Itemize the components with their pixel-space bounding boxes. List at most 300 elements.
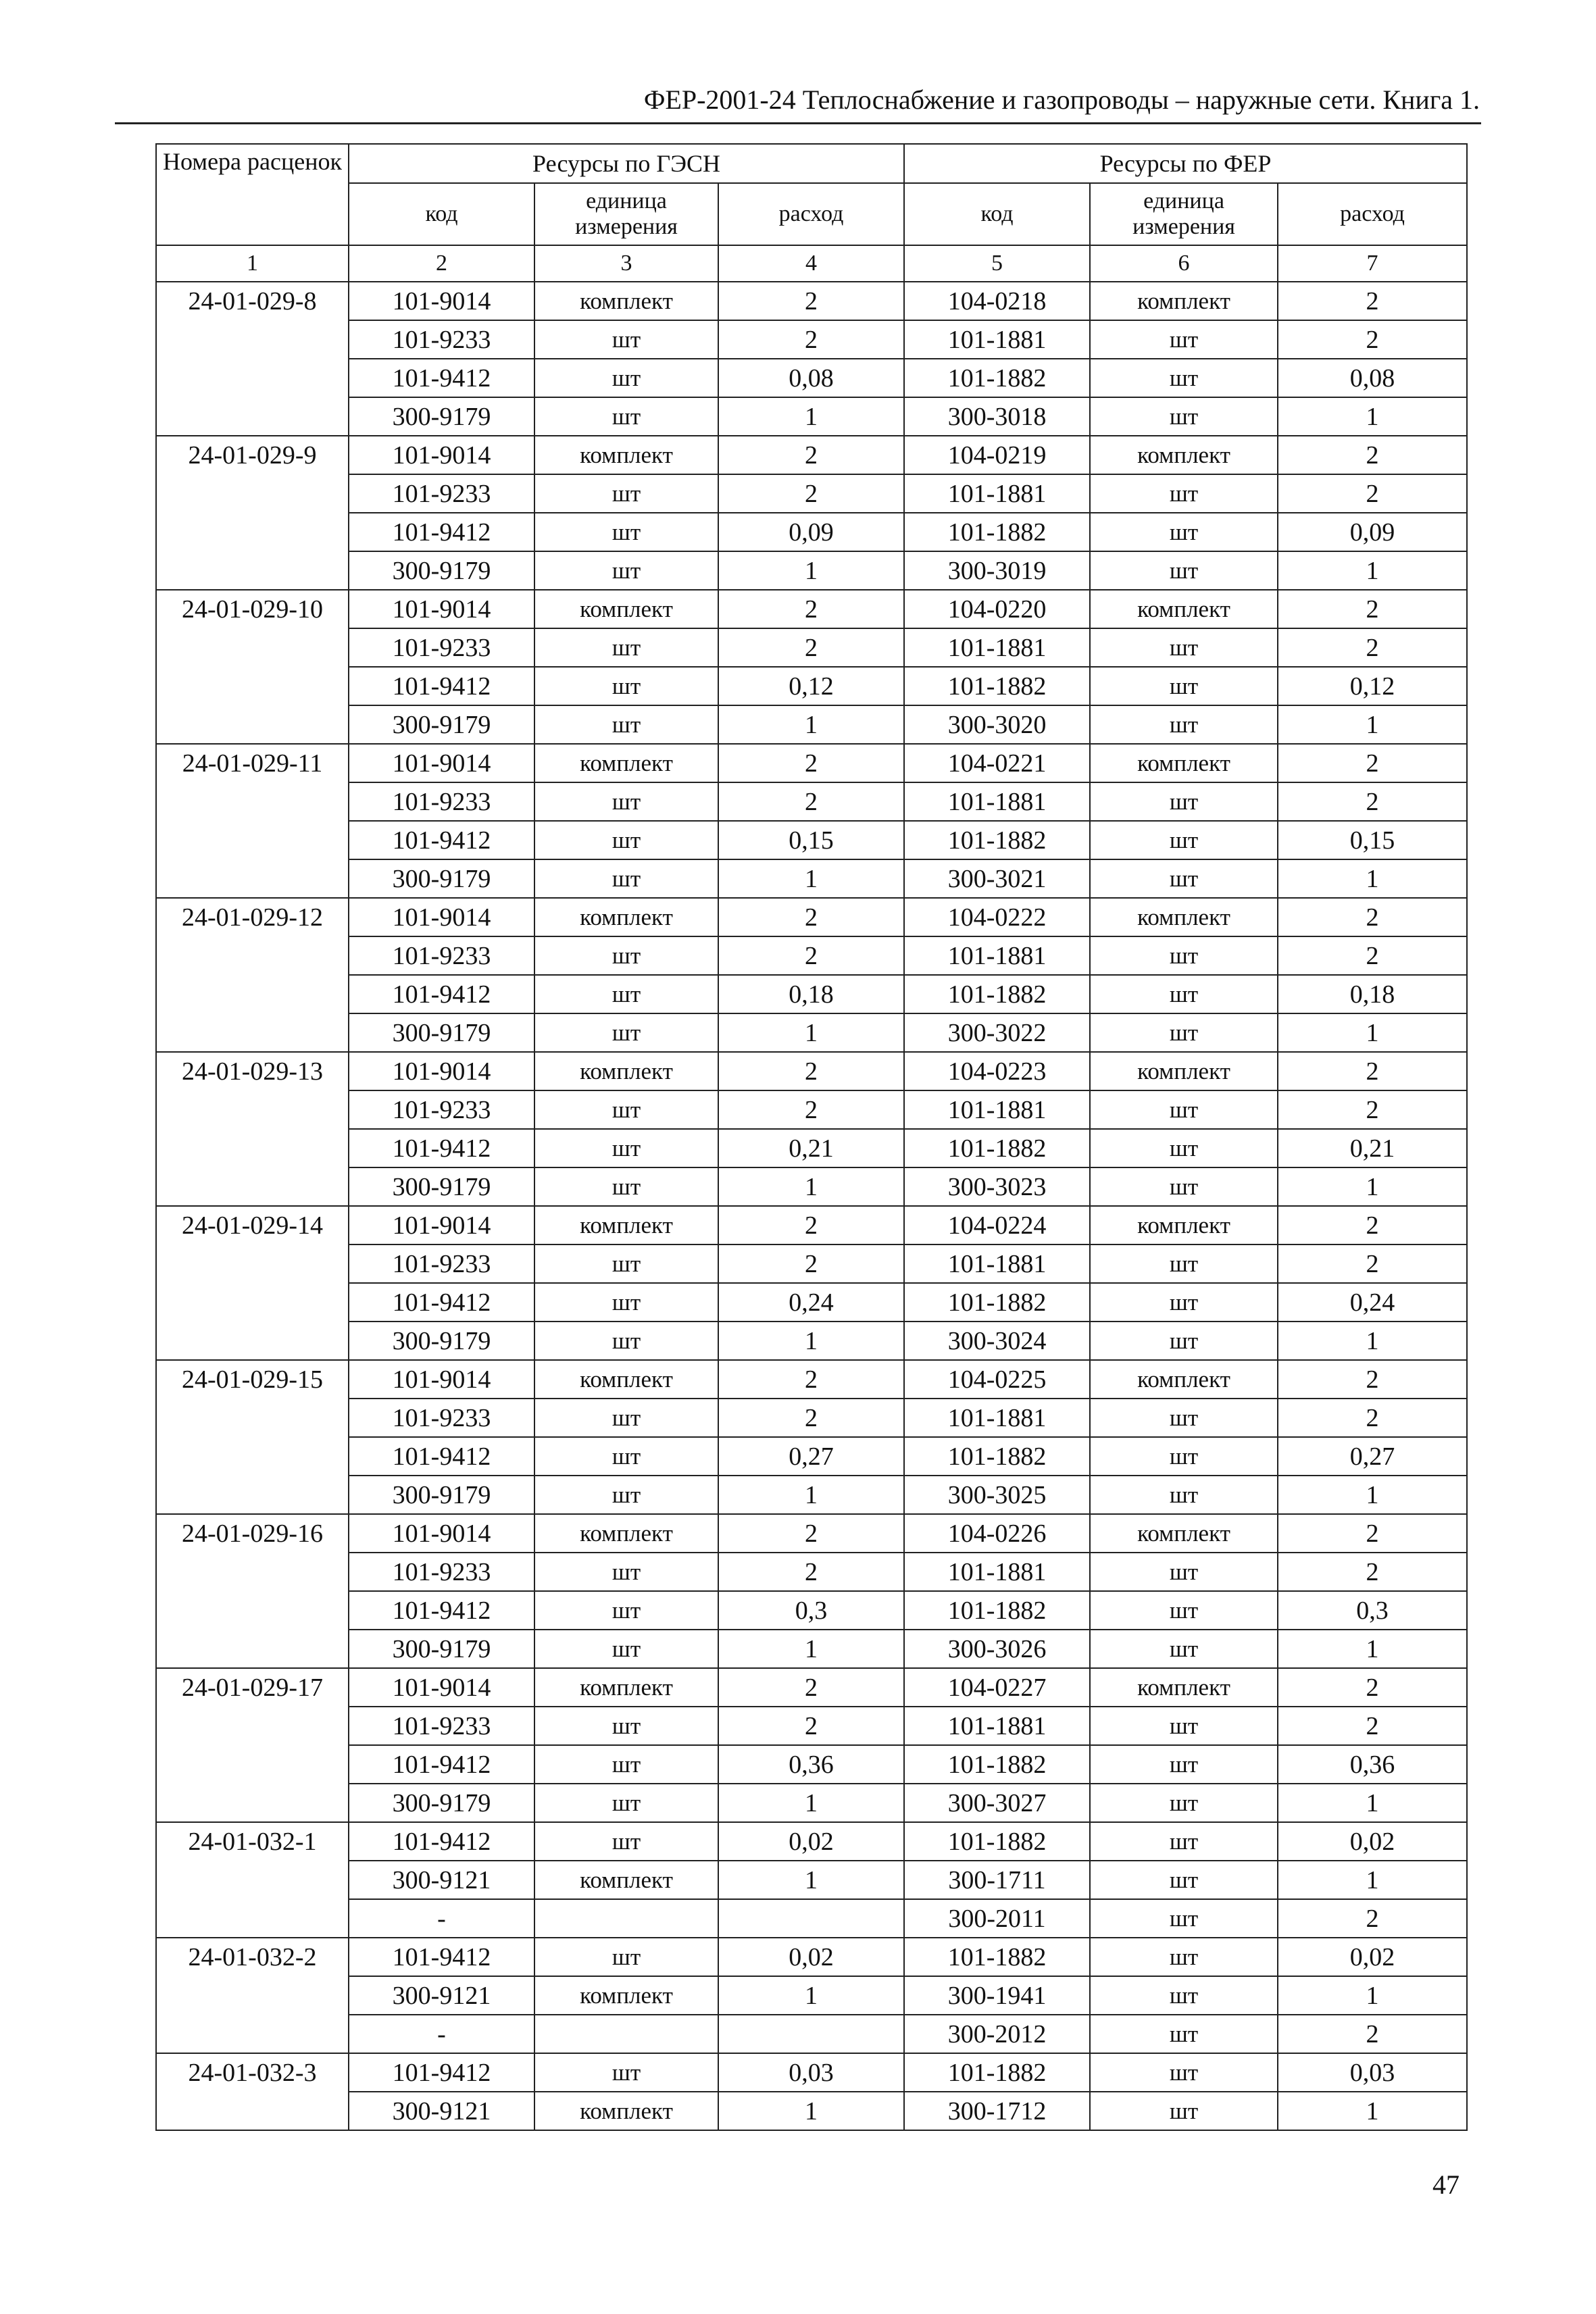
gesn-consumption-cell: 0,21 bbox=[718, 1129, 904, 1167]
rate-number-cell: 24-01-029-15 bbox=[156, 1360, 349, 1514]
gesn-consumption-cell: 0,09 bbox=[718, 513, 904, 551]
gesn-unit-cell: шт bbox=[534, 1322, 718, 1360]
gesn-code-cell: 101-9014 bbox=[349, 1052, 534, 1090]
gesn-unit-cell: шт bbox=[534, 551, 718, 590]
gesn-consumption-cell: 0,03 bbox=[718, 2053, 904, 2092]
gesn-code-cell: 300-9179 bbox=[349, 1476, 534, 1514]
gesn-code-cell: 101-9412 bbox=[349, 359, 534, 397]
fer-consumption-cell: 1 bbox=[1278, 397, 1467, 436]
fer-code-cell: 101-1881 bbox=[904, 1399, 1090, 1437]
gesn-code-cell: 101-9412 bbox=[349, 821, 534, 859]
table-row bbox=[156, 1630, 1467, 1668]
gesn-consumption-cell: 2 bbox=[718, 282, 904, 320]
gesn-code-cell: 101-9412 bbox=[349, 1822, 534, 1861]
gesn-unit-cell: комплект bbox=[534, 590, 718, 628]
fer-code-cell: 101-1881 bbox=[904, 628, 1090, 667]
gesn-unit-cell: шт bbox=[534, 628, 718, 667]
fer-unit-cell: шт bbox=[1090, 1899, 1278, 1938]
fer-consumption-cell: 2 bbox=[1278, 1360, 1467, 1399]
fer-consumption-cell: 1 bbox=[1278, 1167, 1467, 1206]
gesn-unit-cell: шт bbox=[534, 2053, 718, 2092]
fer-unit-cell: шт bbox=[1090, 2092, 1278, 2130]
gesn-unit-cell: комплект bbox=[534, 2092, 718, 2130]
fer-unit-cell: шт bbox=[1090, 1322, 1278, 1360]
fer-code-cell: 104-0226 bbox=[904, 1514, 1090, 1553]
gesn-code-cell: 101-9412 bbox=[349, 513, 534, 551]
rate-number-cell: 24-01-029-14 bbox=[156, 1206, 349, 1360]
table-row bbox=[156, 1668, 1467, 1707]
gesn-consumption-cell: 2 bbox=[718, 1206, 904, 1244]
gesn-code-cell: 101-9233 bbox=[349, 320, 534, 359]
fer-unit-cell: шт bbox=[1090, 2053, 1278, 2092]
gesn-consumption-cell: 0,18 bbox=[718, 975, 904, 1013]
gesn-consumption-cell: 0,02 bbox=[718, 1822, 904, 1861]
fer-consumption-cell: 0,08 bbox=[1278, 359, 1467, 397]
table-row bbox=[156, 1822, 1467, 1861]
fer-unit-cell: шт bbox=[1090, 1283, 1278, 1322]
gesn-unit-cell: комплект bbox=[534, 898, 718, 936]
gesn-code-cell: 101-9014 bbox=[349, 1514, 534, 1553]
gesn-code-cell: 101-9412 bbox=[349, 1437, 534, 1476]
fer-consumption-cell: 0,03 bbox=[1278, 2053, 1467, 2092]
rate-number-cell: 24-01-029-9 bbox=[156, 436, 349, 590]
gesn-unit-cell: комплект bbox=[534, 1861, 718, 1899]
fer-code-cell: 101-1882 bbox=[904, 1822, 1090, 1861]
fer-unit-cell: комплект bbox=[1090, 1052, 1278, 1090]
fer-unit-cell: шт bbox=[1090, 1437, 1278, 1476]
rate-number-cell: 24-01-029-17 bbox=[156, 1668, 349, 1822]
gesn-unit-cell: шт bbox=[534, 1745, 718, 1784]
gesn-consumption-cell: 2 bbox=[718, 436, 904, 474]
table-row bbox=[156, 1899, 1467, 1938]
gesn-code-cell: 101-9412 bbox=[349, 1745, 534, 1784]
gesn-unit-cell: шт bbox=[534, 359, 718, 397]
gesn-code-cell: 101-9014 bbox=[349, 436, 534, 474]
fer-consumption-cell: 1 bbox=[1278, 859, 1467, 898]
table-row bbox=[156, 1360, 1467, 1399]
fer-unit-cell: комплект bbox=[1090, 1360, 1278, 1399]
gesn-consumption-cell: 2 bbox=[718, 1399, 904, 1437]
gesn-code-cell: 101-9014 bbox=[349, 1206, 534, 1244]
gesn-consumption-cell: 1 bbox=[718, 1322, 904, 1360]
fer-consumption-cell: 2 bbox=[1278, 1052, 1467, 1090]
fer-unit-cell: шт bbox=[1090, 1090, 1278, 1129]
rate-number-cell: 24-01-032-1 bbox=[156, 1822, 349, 1938]
gesn-code-cell: 101-9412 bbox=[349, 667, 534, 705]
rate-number-cell: 24-01-029-12 bbox=[156, 898, 349, 1052]
gesn-unit-cell bbox=[534, 2015, 718, 2053]
gesn-consumption-cell: 2 bbox=[718, 1553, 904, 1591]
fer-consumption-cell: 2 bbox=[1278, 1899, 1467, 1938]
table-row bbox=[156, 1707, 1467, 1745]
fer-consumption-cell: 2 bbox=[1278, 744, 1467, 782]
gesn-code-cell: 101-9233 bbox=[349, 1553, 534, 1591]
table-row bbox=[156, 2015, 1467, 2053]
gesn-unit-cell: шт bbox=[534, 1553, 718, 1591]
fer-unit-cell: шт bbox=[1090, 1630, 1278, 1668]
rate-number-cell: 24-01-029-11 bbox=[156, 744, 349, 898]
fer-code-cell: 104-0221 bbox=[904, 744, 1090, 782]
gesn-unit-cell: шт bbox=[534, 1167, 718, 1206]
fer-code-cell: 101-1881 bbox=[904, 474, 1090, 513]
column-number: 2 bbox=[349, 245, 534, 282]
header-gesn-code: код bbox=[349, 183, 534, 245]
fer-consumption-cell: 2 bbox=[1278, 1514, 1467, 1553]
fer-unit-cell: шт bbox=[1090, 1476, 1278, 1514]
column-number: 1 bbox=[156, 245, 349, 282]
fer-unit-cell: шт bbox=[1090, 1244, 1278, 1283]
table-body bbox=[156, 282, 1467, 2130]
gesn-unit-cell: шт bbox=[534, 513, 718, 551]
gesn-code-cell: 300-9179 bbox=[349, 397, 534, 436]
fer-code-cell: 300-3027 bbox=[904, 1784, 1090, 1822]
gesn-code-cell: 101-9412 bbox=[349, 1938, 534, 1976]
table-row bbox=[156, 1206, 1467, 1244]
fer-code-cell: 300-3024 bbox=[904, 1322, 1090, 1360]
table-row bbox=[156, 397, 1467, 436]
fer-consumption-cell: 2 bbox=[1278, 2015, 1467, 2053]
fer-code-cell: 101-1882 bbox=[904, 667, 1090, 705]
gesn-consumption-cell: 2 bbox=[718, 590, 904, 628]
gesn-unit-cell: комплект bbox=[534, 1668, 718, 1707]
gesn-code-cell: 300-9179 bbox=[349, 859, 534, 898]
table-row bbox=[156, 359, 1467, 397]
gesn-unit-cell: шт bbox=[534, 1244, 718, 1283]
table-row bbox=[156, 1553, 1467, 1591]
fer-unit-cell: шт bbox=[1090, 1976, 1278, 2015]
fer-unit-cell: комплект bbox=[1090, 436, 1278, 474]
fer-consumption-cell: 0,3 bbox=[1278, 1591, 1467, 1630]
gesn-unit-cell: комплект bbox=[534, 744, 718, 782]
gesn-consumption-cell: 2 bbox=[718, 1668, 904, 1707]
gesn-unit-cell: шт bbox=[534, 1938, 718, 1976]
header-fer-code: код bbox=[904, 183, 1090, 245]
fer-consumption-cell: 2 bbox=[1278, 936, 1467, 975]
table-row bbox=[156, 859, 1467, 898]
fer-consumption-cell: 0,21 bbox=[1278, 1129, 1467, 1167]
gesn-code-cell: 101-9233 bbox=[349, 1707, 534, 1745]
gesn-consumption-cell: 0,3 bbox=[718, 1591, 904, 1630]
gesn-unit-cell: комплект bbox=[534, 1206, 718, 1244]
table-row bbox=[156, 1013, 1467, 1052]
gesn-unit-cell: шт bbox=[534, 1283, 718, 1322]
fer-unit-cell: шт bbox=[1090, 1013, 1278, 1052]
gesn-unit-cell bbox=[534, 1899, 718, 1938]
fer-consumption-cell: 0,15 bbox=[1278, 821, 1467, 859]
rate-number-cell: 24-01-032-3 bbox=[156, 2053, 349, 2130]
table-row bbox=[156, 590, 1467, 628]
fer-code-cell: 101-1881 bbox=[904, 782, 1090, 821]
table-row bbox=[156, 1399, 1467, 1437]
gesn-consumption-cell: 0,12 bbox=[718, 667, 904, 705]
fer-unit-cell: шт bbox=[1090, 1822, 1278, 1861]
table-row bbox=[156, 1052, 1467, 1090]
gesn-consumption-cell: 1 bbox=[718, 1476, 904, 1514]
fer-consumption-cell: 2 bbox=[1278, 1668, 1467, 1707]
gesn-code-cell: 300-9121 bbox=[349, 1861, 534, 1899]
table-row bbox=[156, 821, 1467, 859]
fer-code-cell: 300-1712 bbox=[904, 2092, 1090, 2130]
fer-unit-cell: шт bbox=[1090, 1745, 1278, 1784]
table-row bbox=[156, 1938, 1467, 1976]
table-row bbox=[156, 1244, 1467, 1283]
gesn-consumption-cell bbox=[718, 2015, 904, 2053]
fer-code-cell: 300-3022 bbox=[904, 1013, 1090, 1052]
gesn-code-cell: 101-9233 bbox=[349, 1090, 534, 1129]
fer-unit-cell: шт bbox=[1090, 1553, 1278, 1591]
table-row bbox=[156, 1591, 1467, 1630]
fer-consumption-cell: 0,36 bbox=[1278, 1745, 1467, 1784]
fer-code-cell: 101-1881 bbox=[904, 1244, 1090, 1283]
table-row bbox=[156, 898, 1467, 936]
fer-consumption-cell: 0,18 bbox=[1278, 975, 1467, 1013]
gesn-consumption-cell: 2 bbox=[718, 744, 904, 782]
fer-code-cell: 300-3023 bbox=[904, 1167, 1090, 1206]
fer-code-cell: 300-3020 bbox=[904, 705, 1090, 744]
gesn-consumption-cell: 1 bbox=[718, 2092, 904, 2130]
gesn-code-cell: 300-9179 bbox=[349, 1322, 534, 1360]
gesn-consumption-cell: 2 bbox=[718, 320, 904, 359]
fer-code-cell: 300-3018 bbox=[904, 397, 1090, 436]
table-row bbox=[156, 1437, 1467, 1476]
table-row bbox=[156, 436, 1467, 474]
gesn-consumption-cell: 1 bbox=[718, 397, 904, 436]
page-number: 47 bbox=[1432, 2169, 1460, 2200]
gesn-code-cell: 101-9014 bbox=[349, 590, 534, 628]
fer-code-cell: 101-1881 bbox=[904, 320, 1090, 359]
fer-unit-cell: шт bbox=[1090, 782, 1278, 821]
table-row bbox=[156, 1129, 1467, 1167]
fer-unit-cell: шт bbox=[1090, 397, 1278, 436]
fer-code-cell: 104-0220 bbox=[904, 590, 1090, 628]
gesn-consumption-cell: 1 bbox=[718, 1784, 904, 1822]
gesn-unit-cell: шт bbox=[534, 1822, 718, 1861]
gesn-consumption-cell: 2 bbox=[718, 628, 904, 667]
gesn-consumption-cell: 0,27 bbox=[718, 1437, 904, 1476]
fer-consumption-cell: 0,09 bbox=[1278, 513, 1467, 551]
gesn-unit-cell: шт bbox=[534, 1476, 718, 1514]
table-row bbox=[156, 513, 1467, 551]
fer-code-cell: 104-0223 bbox=[904, 1052, 1090, 1090]
fer-consumption-cell: 1 bbox=[1278, 1013, 1467, 1052]
gesn-code-cell: 101-9412 bbox=[349, 1591, 534, 1630]
fer-consumption-cell: 2 bbox=[1278, 1090, 1467, 1129]
table-row bbox=[156, 1861, 1467, 1899]
fer-unit-cell: шт bbox=[1090, 513, 1278, 551]
fer-consumption-cell: 2 bbox=[1278, 1206, 1467, 1244]
fer-unit-cell: шт bbox=[1090, 474, 1278, 513]
column-number: 4 bbox=[718, 245, 904, 282]
fer-code-cell: 104-0219 bbox=[904, 436, 1090, 474]
gesn-code-cell: 300-9179 bbox=[349, 1167, 534, 1206]
gesn-consumption-cell: 2 bbox=[718, 782, 904, 821]
fer-code-cell: 104-0218 bbox=[904, 282, 1090, 320]
fer-consumption-cell: 2 bbox=[1278, 474, 1467, 513]
header-fer-consumption: расход bbox=[1278, 183, 1467, 245]
table-row bbox=[156, 1322, 1467, 1360]
column-numbers-row bbox=[156, 245, 1467, 282]
fer-consumption-cell: 0,12 bbox=[1278, 667, 1467, 705]
header-rate-numbers: Номера расценок bbox=[156, 144, 349, 245]
table-row bbox=[156, 2053, 1467, 2092]
gesn-unit-cell: шт bbox=[534, 1591, 718, 1630]
fer-unit-cell: комплект bbox=[1090, 590, 1278, 628]
table-row bbox=[156, 975, 1467, 1013]
gesn-unit-cell: шт bbox=[534, 705, 718, 744]
gesn-code-cell: 101-9233 bbox=[349, 1244, 534, 1283]
column-number: 6 bbox=[1090, 245, 1278, 282]
gesn-code-cell: 101-9014 bbox=[349, 898, 534, 936]
gesn-code-cell: 300-9179 bbox=[349, 1784, 534, 1822]
header-gesn-unit: единица измерения bbox=[534, 183, 718, 245]
table-row bbox=[156, 474, 1467, 513]
gesn-consumption-cell: 2 bbox=[718, 1090, 904, 1129]
table-row bbox=[156, 551, 1467, 590]
fer-consumption-cell: 1 bbox=[1278, 2092, 1467, 2130]
table-row bbox=[156, 1090, 1467, 1129]
fer-unit-cell: шт bbox=[1090, 1861, 1278, 1899]
fer-unit-cell: шт bbox=[1090, 975, 1278, 1013]
table-row bbox=[156, 667, 1467, 705]
gesn-unit-cell: шт bbox=[534, 1707, 718, 1745]
fer-unit-cell: шт bbox=[1090, 1938, 1278, 1976]
gesn-code-cell: 101-9014 bbox=[349, 282, 534, 320]
fer-consumption-cell: 1 bbox=[1278, 551, 1467, 590]
gesn-unit-cell: комплект bbox=[534, 1514, 718, 1553]
fer-code-cell: 101-1882 bbox=[904, 1437, 1090, 1476]
header-fer-unit: единица измерения bbox=[1090, 183, 1278, 245]
fer-code-cell: 101-1882 bbox=[904, 1129, 1090, 1167]
fer-unit-cell: комплект bbox=[1090, 1514, 1278, 1553]
rate-number-cell: 24-01-029-13 bbox=[156, 1052, 349, 1206]
fer-consumption-cell: 0,02 bbox=[1278, 1938, 1467, 1976]
gesn-unit-cell: комплект bbox=[534, 1360, 718, 1399]
gesn-consumption-cell: 2 bbox=[718, 474, 904, 513]
gesn-consumption-cell: 2 bbox=[718, 936, 904, 975]
fer-unit-cell: шт bbox=[1090, 320, 1278, 359]
rate-number-cell: 24-01-032-2 bbox=[156, 1938, 349, 2053]
gesn-code-cell: 300-9121 bbox=[349, 2092, 534, 2130]
table-row bbox=[156, 1745, 1467, 1784]
gesn-code-cell: 101-9233 bbox=[349, 936, 534, 975]
fer-code-cell: 300-3021 bbox=[904, 859, 1090, 898]
gesn-unit-cell: комплект bbox=[534, 1052, 718, 1090]
fer-unit-cell: комплект bbox=[1090, 898, 1278, 936]
fer-unit-cell: шт bbox=[1090, 667, 1278, 705]
resources-table bbox=[155, 143, 1468, 2131]
gesn-code-cell: 101-9412 bbox=[349, 2053, 534, 2092]
fer-code-cell: 101-1882 bbox=[904, 513, 1090, 551]
fer-consumption-cell: 2 bbox=[1278, 590, 1467, 628]
fer-unit-cell: комплект bbox=[1090, 282, 1278, 320]
fer-unit-cell: комплект bbox=[1090, 1206, 1278, 1244]
fer-consumption-cell: 2 bbox=[1278, 1553, 1467, 1591]
fer-code-cell: 101-1882 bbox=[904, 2053, 1090, 2092]
fer-unit-cell: шт bbox=[1090, 936, 1278, 975]
gesn-code-cell: 101-9014 bbox=[349, 1668, 534, 1707]
gesn-code-cell: - bbox=[349, 1899, 534, 1938]
gesn-consumption-cell: 2 bbox=[718, 1360, 904, 1399]
fer-code-cell: 101-1882 bbox=[904, 359, 1090, 397]
fer-consumption-cell: 2 bbox=[1278, 1244, 1467, 1283]
fer-code-cell: 104-0225 bbox=[904, 1360, 1090, 1399]
fer-unit-cell: шт bbox=[1090, 1591, 1278, 1630]
gesn-unit-cell: шт bbox=[534, 1784, 718, 1822]
rate-number-cell: 24-01-029-10 bbox=[156, 590, 349, 744]
gesn-consumption-cell: 1 bbox=[718, 859, 904, 898]
gesn-code-cell: - bbox=[349, 2015, 534, 2053]
gesn-unit-cell: шт bbox=[534, 320, 718, 359]
gesn-code-cell: 101-9233 bbox=[349, 474, 534, 513]
fer-consumption-cell: 2 bbox=[1278, 1707, 1467, 1745]
rate-number-cell: 24-01-029-16 bbox=[156, 1514, 349, 1668]
fer-unit-cell: шт bbox=[1090, 705, 1278, 744]
fer-code-cell: 101-1881 bbox=[904, 1553, 1090, 1591]
fer-code-cell: 104-0224 bbox=[904, 1206, 1090, 1244]
table-row bbox=[156, 705, 1467, 744]
gesn-consumption-cell: 1 bbox=[718, 1861, 904, 1899]
fer-consumption-cell: 2 bbox=[1278, 436, 1467, 474]
fer-consumption-cell: 2 bbox=[1278, 782, 1467, 821]
gesn-unit-cell: комплект bbox=[534, 436, 718, 474]
fer-code-cell: 101-1881 bbox=[904, 1707, 1090, 1745]
gesn-code-cell: 101-9014 bbox=[349, 1360, 534, 1399]
fer-code-cell: 101-1881 bbox=[904, 936, 1090, 975]
gesn-code-cell: 300-9179 bbox=[349, 705, 534, 744]
fer-code-cell: 101-1882 bbox=[904, 1283, 1090, 1322]
fer-unit-cell: шт bbox=[1090, 859, 1278, 898]
gesn-code-cell: 101-9412 bbox=[349, 975, 534, 1013]
rate-number-cell: 24-01-029-8 bbox=[156, 282, 349, 436]
gesn-consumption-cell: 2 bbox=[718, 1707, 904, 1745]
column-number: 3 bbox=[534, 245, 718, 282]
table-row bbox=[156, 782, 1467, 821]
gesn-consumption-cell: 2 bbox=[718, 1244, 904, 1283]
header-fer-resources: Ресурсы по ФЕР bbox=[904, 144, 1467, 183]
gesn-consumption-cell: 2 bbox=[718, 898, 904, 936]
fer-unit-cell: шт bbox=[1090, 821, 1278, 859]
gesn-code-cell: 101-9233 bbox=[349, 1399, 534, 1437]
gesn-consumption-cell: 0,15 bbox=[718, 821, 904, 859]
gesn-consumption-cell: 0,24 bbox=[718, 1283, 904, 1322]
fer-unit-cell: шт bbox=[1090, 2015, 1278, 2053]
gesn-code-cell: 300-9179 bbox=[349, 1013, 534, 1052]
gesn-unit-cell: комплект bbox=[534, 282, 718, 320]
column-number: 7 bbox=[1278, 245, 1467, 282]
table-row bbox=[156, 2092, 1467, 2130]
gesn-consumption-cell: 0,02 bbox=[718, 1938, 904, 1976]
gesn-consumption-cell: 2 bbox=[718, 1514, 904, 1553]
gesn-consumption-cell: 1 bbox=[718, 551, 904, 590]
fer-consumption-cell: 0,02 bbox=[1278, 1822, 1467, 1861]
fer-consumption-cell: 0,27 bbox=[1278, 1437, 1467, 1476]
gesn-code-cell: 101-9233 bbox=[349, 782, 534, 821]
gesn-unit-cell: шт bbox=[534, 975, 718, 1013]
table-row bbox=[156, 282, 1467, 320]
table-row bbox=[156, 1476, 1467, 1514]
fer-unit-cell: шт bbox=[1090, 551, 1278, 590]
table-row bbox=[156, 628, 1467, 667]
header-gesn-consumption: расход bbox=[718, 183, 904, 245]
gesn-consumption-cell: 0,36 bbox=[718, 1745, 904, 1784]
gesn-code-cell: 101-9233 bbox=[349, 628, 534, 667]
gesn-unit-cell: шт bbox=[534, 1013, 718, 1052]
fer-unit-cell: комплект bbox=[1090, 1668, 1278, 1707]
table-row bbox=[156, 1167, 1467, 1206]
fer-consumption-cell: 1 bbox=[1278, 705, 1467, 744]
fer-code-cell: 104-0227 bbox=[904, 1668, 1090, 1707]
gesn-code-cell: 300-9121 bbox=[349, 1976, 534, 2015]
